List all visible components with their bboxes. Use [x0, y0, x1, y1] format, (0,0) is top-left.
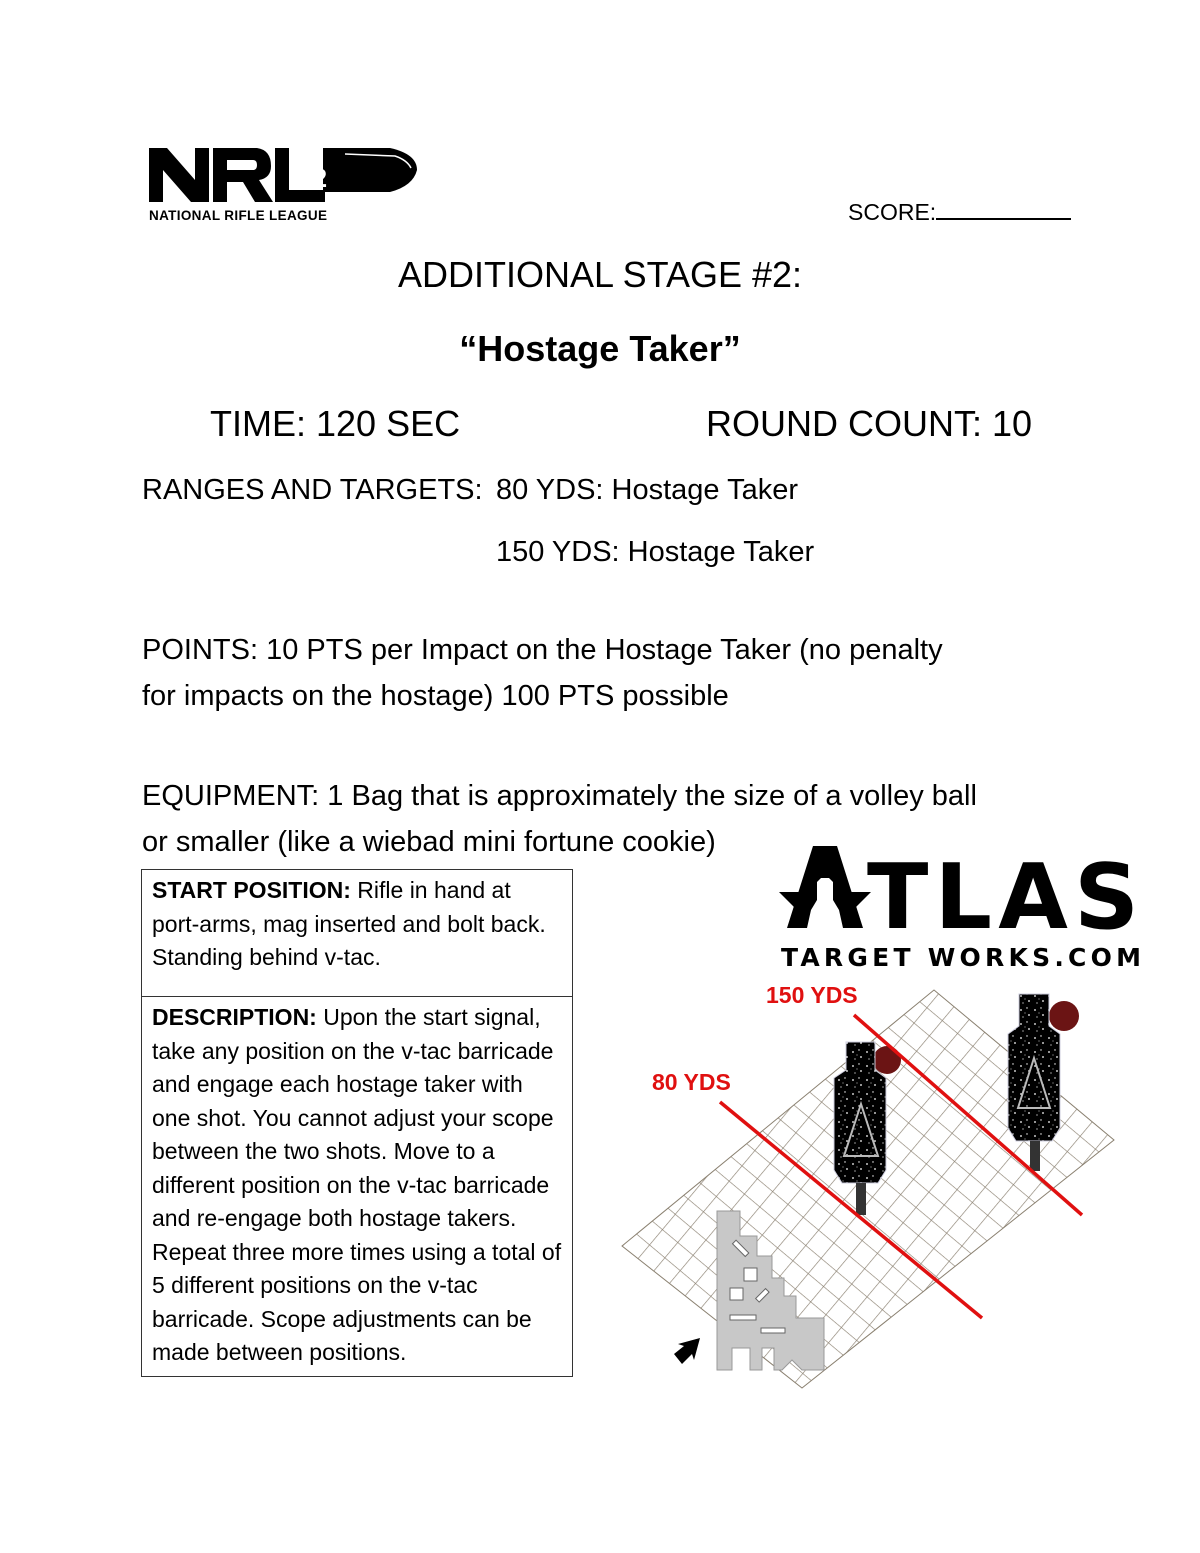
score-label: SCORE:	[848, 199, 937, 225]
ranges-label: RANGES AND TARGETS:	[142, 474, 483, 506]
range-item: 80 YDS: Hostage Taker	[496, 474, 798, 506]
range-item: 150 YDS: Hostage Taker	[496, 536, 815, 568]
hostage-icon	[1049, 1001, 1079, 1031]
nrl-logo-22: .22	[291, 163, 328, 193]
stage-instructions-table	[141, 869, 573, 1377]
nrl22-logo	[145, 140, 420, 230]
start-position-text: Rifle in hand at port-arms, mag inserted and bolt back. Standing behind v-tac.	[152, 877, 546, 970]
start-position-label: START POSITION:	[152, 877, 351, 903]
start-position-cell	[142, 870, 572, 997]
stage-name: “Hostage Taker”	[459, 328, 741, 369]
atlas-wordmark: TLAS	[867, 845, 1139, 950]
hostage-icon	[873, 1046, 901, 1074]
score-field	[848, 196, 1071, 226]
equipment-line-1: EQUIPMENT: 1 Bag that is approximately the size of a volley ball	[142, 780, 977, 812]
label-150-yds: 150 YDS	[766, 982, 858, 1008]
points-line-2: for impacts on the hostage) 100 PTS possible	[142, 680, 729, 712]
nrl-logo-tagline: NATIONAL RIFLE LEAGUE	[149, 208, 327, 223]
points-line-1: POINTS: 10 PTS per Impact on the Hostage Taker (no penalty	[142, 634, 943, 666]
round-count: ROUND COUNT: 10	[706, 403, 1033, 444]
description-text: Upon the start signal, take any position on the v-tac barricade and engage each hostage taker with one shot. You cannot adjust your scope between the two shots. Move to a different position on the v-tac barricade and re-engage both hostage takers. Repeat three more times using a total of 5 different positions on the v-tac barricade. Scope adjustments can be made between positions.	[152, 1004, 562, 1365]
atlas-target-works-logo	[775, 842, 1145, 972]
label-80-yds: 80 YDS	[652, 1069, 731, 1095]
stage-diagram	[612, 978, 1172, 1398]
stage-title: ADDITIONAL STAGE #2:	[397, 254, 803, 295]
score-blank-line[interactable]	[936, 196, 1071, 220]
description-cell	[142, 997, 572, 1376]
atlas-subtitle: TARGET WORKS.COM	[781, 943, 1141, 972]
equipment-line-2: or smaller (like a wiebad mini fortune cookie)	[142, 826, 716, 858]
stage-time: TIME: 120 SEC	[210, 403, 461, 444]
start-arrow-icon	[674, 1338, 700, 1364]
description-label: DESCRIPTION:	[152, 1004, 317, 1030]
